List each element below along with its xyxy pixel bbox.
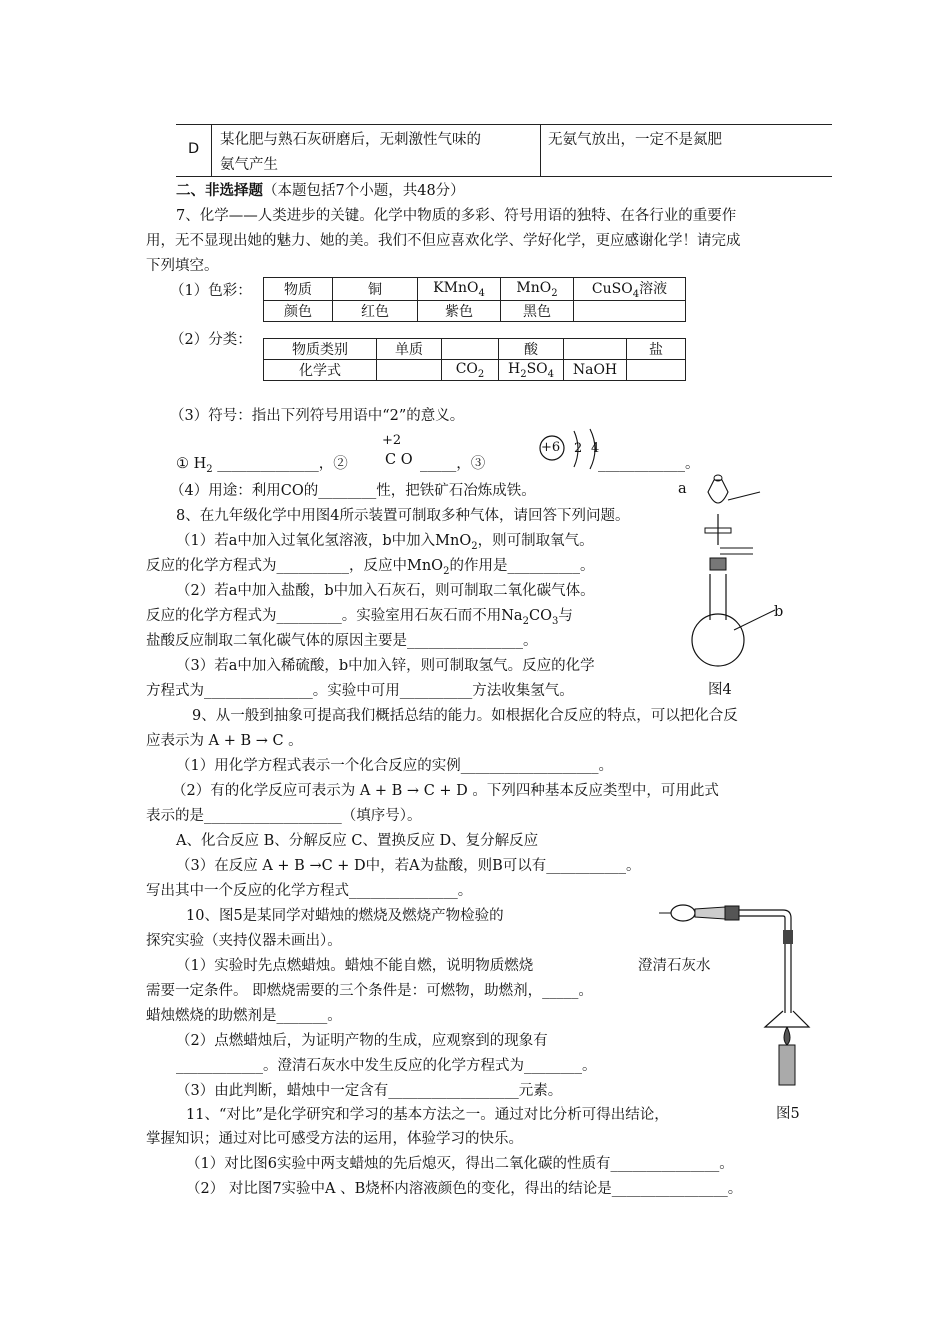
top-table-divider-1 (211, 124, 212, 176)
q9-line-2: 应表示为 A + B → C 。 (146, 733, 303, 749)
class-table-h1: 物质类别 (264, 339, 377, 360)
color-table-h3: KMnO$_4$ (418, 278, 501, 301)
class-table-h6: 盐 (627, 339, 686, 360)
class-table-c4: $H_2SO_4$ (499, 360, 564, 381)
q10-line-3: （1）实验时先点燃蜡烛。蜡烛不能自燃，说明物质燃烧 (176, 958, 534, 974)
q10-line-2: 探究实验（夹持仪器未画出）。 (146, 933, 342, 949)
ion-center-charge: +6 (541, 440, 561, 455)
fig4-caption: 图4 (708, 682, 732, 698)
q7-intro-3: 下列填空。 (146, 258, 219, 274)
q11-line-3: （1）对比图6实验中两支蜡烛的先后熄灭，得出二氧化碳的性质有_______________。 (186, 1156, 734, 1172)
fig4-label-a: a (678, 481, 687, 497)
top-table-border-top (176, 124, 832, 125)
q8-intro: 8、在九年级化学中用图4所示装置可制取多种气体，请回答下列问题。 (176, 508, 630, 524)
q8-line-2: 反应的化学方程式为__________，反应中MnO$_2$的作用是__________。 (146, 558, 595, 577)
q11-line-4: （2） 对比图7实验中A 、B烧杯内溶液颜色的变化，得出的结论是________________。 (186, 1181, 743, 1197)
q7-classify-label: （2）分类： (170, 332, 252, 348)
q8-line-6: （3）若a中加入稀硫酸，b中加入锌，则可制取氢气。反应的化学 (176, 658, 595, 674)
section-note: （本题包括7个小题，共48分） (263, 183, 465, 199)
top-row-label: D (188, 141, 200, 157)
q7-plus2: +2 (382, 433, 402, 448)
q8-line-4: 反应的化学方程式为_________。实验室用石灰石而不用$Na_2CO_3$与 (146, 608, 573, 627)
section-heading (176, 179, 465, 200)
q10-line-8: （3）由此判断，蜡烛中一定含有__________________元素。 (176, 1083, 563, 1099)
top-table-border-bottom (176, 176, 832, 177)
q7-symbol-line: ① $H_2$ ______________，② (176, 456, 348, 475)
q8-line-7: 方程式为_______________。实验中可用__________方法收集氢气。 (146, 683, 574, 699)
q8-line-1: （1）若a中加入过氧化氢溶液，b中加入MnO$_2$，则可制取氧气。 (176, 533, 594, 552)
color-table-h2: 铜 (333, 278, 418, 301)
color-table-h5: CuSO$_4$溶液 (574, 278, 686, 301)
class-table-c3: $CO_2$ (442, 360, 499, 381)
q7-blank-2: _____，③ (420, 456, 486, 472)
q9-line-4: （2）有的化学反应可表示为 A + B → C + D 。下列四种基本反应类型中，可用此式 (172, 783, 719, 799)
class-table-c5: NaOH (564, 360, 627, 381)
q7-use-line: （4）用途：利用CO的________性，把铁矿石冶炼成铁。 (170, 483, 536, 499)
q10-line-4: 需要一定条件。 即燃烧需要的三个条件是：可燃物，助燃剂，_____。 (146, 983, 593, 999)
q11-line-1: 11、“对比”是化学研究和学习的基本方法之一。通过对比分析可得出结论， (186, 1107, 669, 1123)
class-table-c2 (377, 360, 442, 381)
top-row-text-2: 氨气产生 (220, 157, 278, 173)
q9-options: A、化合反应 B、分解反应 C、置换反应 D、复分解反应 (176, 833, 539, 849)
q10-line-5: 蜡烛燃烧的助燃剂是_______。 (146, 1008, 342, 1024)
color-table-c2: 红色 (333, 300, 418, 321)
figure-4-apparatus (690, 470, 790, 685)
ion-shell-2: 4 (591, 441, 600, 456)
color-table (263, 277, 686, 322)
top-row-text-1: 某化肥与熟石灰研磨后，无刺激性气味的 (220, 132, 481, 148)
q9-line-8: 写出其中一个反应的化学方程式_______________。 (146, 883, 473, 899)
class-table-h2: 单质 (377, 339, 442, 360)
q9-line-5: 表示的是___________________（填序号）。 (146, 808, 422, 824)
fig5-limewater-label: 澄清石灰水 (638, 958, 711, 974)
section-title: 二、非选择题 (176, 182, 263, 199)
q10-line-1: 10、图5是某同学对蜡烛的燃烧及燃烧产物检验的 (186, 908, 504, 924)
q8-line-3: （2）若a中加入盐酸，b中加入石灰石，则可制取二氧化碳气体。 (176, 583, 595, 599)
q10-line-6: （2）点燃蜡烛后，为证明产物的生成，应观察到的现象有 (176, 1033, 548, 1049)
q9-line-3: （1）用化学方程式表示一个化合反应的实例___________________。 (176, 758, 613, 774)
q7-blank-3: ____________。 (598, 456, 700, 472)
color-table-c3: 紫色 (418, 300, 501, 321)
class-table-h3 (442, 339, 499, 360)
color-table-c4: 黑色 (501, 300, 574, 321)
class-table-c6 (627, 360, 686, 381)
q11-line-2: 掌握知识；通过对比可感受方法的运用，体验学习的快乐。 (146, 1131, 523, 1147)
q8-line-5: 盐酸反应制取二氧化碳气体的原因主要是________________。 (146, 633, 538, 649)
q7-colors-label: （1）色彩： (170, 283, 252, 299)
q7-co-symbol: C O (385, 452, 413, 468)
class-table-h5 (564, 339, 627, 360)
q9-line-7: （3）在反应 A + B →C + D中，若A为盐酸，则B可以有___________。 (176, 858, 641, 874)
color-table-c1: 颜色 (264, 300, 333, 321)
q7-intro-1: 7、化学——人类进步的关键。化学中物质的多彩、符号用语的独特、在各行业的重要作 (176, 208, 737, 224)
class-table-c1: 化学式 (264, 360, 377, 381)
q7-intro-2: 用，无不显现出她的魅力、她的美。我们不但应喜欢化学、学好化学，更应感谢化学！请完成 (146, 233, 741, 249)
class-table (263, 338, 686, 381)
class-table-h4: 酸 (499, 339, 564, 360)
top-table-divider-2 (540, 124, 541, 176)
fig4-label-b: b (774, 604, 784, 620)
q10-line-7: ____________。澄清石灰水中发生反应的化学方程式为________。 (176, 1058, 597, 1074)
color-table-h4: MnO$_2$ (501, 278, 574, 301)
q9-line-1: 9、从一般到抽象可提高我们概括总结的能力。如根据化合反应的特点，可以把化合反 (192, 708, 738, 724)
q7-symbols-prompt: （3）符号：指出下列符号用语中“2”的意义。 (170, 408, 465, 424)
fig5-caption: 图5 (776, 1106, 800, 1122)
color-table-c5 (574, 300, 686, 321)
ion-shell-1: 2 (574, 441, 583, 456)
top-row-conclusion: 无氨气放出，一定不是氮肥 (548, 132, 722, 148)
color-table-h1: 物质 (264, 278, 333, 301)
figure-5-apparatus (655, 895, 815, 1095)
